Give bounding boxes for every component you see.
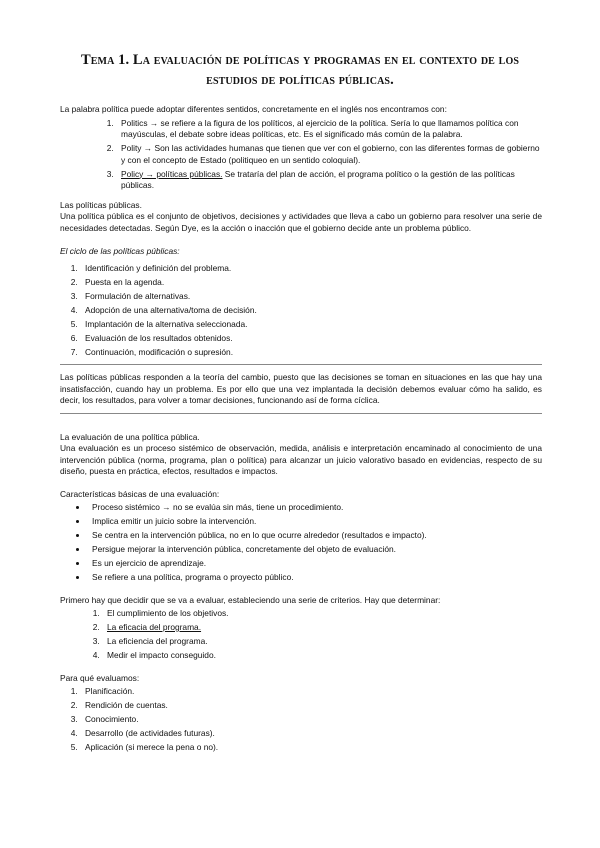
change-theory-paragraph: Las políticas públicas responden a la teoría del cambio, puesto que las decisiones se toman en situaciones en las que hay una insatisfacción, cuando hay un problema. Es por ello que una vez implantada la decisión debemos evaluar cómo ha salido, es decir, los resultados, para volver a tomar decisiones, funcionando así de forma cíclica.	[60, 372, 542, 405]
list-item: • Persigue mejorar la intervención pública, concretamente del objeto de evaluación.	[88, 544, 542, 556]
meaning-text: → Son las actividades humanas que tienen que ver con el gobierno, con las diferentes formas de gobierno y con el concepto de Estado (politiqueo en un sentido coloquial).	[121, 143, 540, 165]
list-item: 2. La eficacia del programa.	[102, 622, 542, 634]
list-item: 4. Adopción de una alternativa/toma de decisión.	[80, 305, 542, 317]
list-item: • Implica emitir un juicio sobre la intervención.	[88, 516, 542, 528]
list-item: • Se centra en la intervención pública, no en lo que ocurre alrededor (resultados e impacto).	[88, 530, 542, 542]
cycle-heading: El ciclo de las políticas públicas:	[60, 246, 180, 256]
characteristics-list	[60, 502, 542, 584]
public-policies-heading: Las políticas públicas.	[60, 199, 142, 210]
meaning-term: Polity	[121, 143, 142, 153]
meanings-list	[60, 118, 542, 192]
meaning-term: Politics	[121, 117, 148, 128]
purpose-heading: Para qué evaluamos:	[60, 672, 140, 683]
document-body	[60, 104, 542, 756]
list-item: 7. Continuación, modificación o supresión.	[80, 347, 542, 359]
purpose-list	[60, 686, 542, 754]
list-item: 2. Puesta en la agenda.	[80, 277, 542, 289]
evaluation-heading: La evaluación de una política pública.	[60, 431, 200, 442]
meaning-polity	[116, 143, 542, 166]
list-item: • Proceso sistémico → no se evalúa sin más, tiene un procedimiento.	[88, 502, 542, 514]
meaning-term: Policy → políticas públicas.	[121, 168, 223, 179]
divider	[60, 364, 542, 365]
meaning-text: → se refiere a la figura de los políticos, al ejercicio de la política. Sería lo que llamamos política con mayúsculas, el debate sobre ideas políticas, etc. Es el significado más común de la palabra.	[121, 117, 519, 139]
characteristics-heading: Características básicas de una evaluación:	[60, 488, 220, 499]
intro-paragraph: La palabra política puede adoptar diferentes sentidos, concretamente en el inglés nos encontramos con:	[60, 104, 447, 114]
list-item: • Se refiere a una política, programa o proyecto público.	[88, 572, 542, 584]
criteria-heading: Primero hay que decidir que se va a evaluar, estableciendo una serie de criterios. Hay que determinar:	[60, 594, 441, 605]
cycle-steps-list	[60, 263, 542, 359]
list-item: 1. Identificación y definición del problema.	[80, 263, 542, 275]
meaning-politics	[116, 118, 542, 141]
meaning-policy	[116, 169, 542, 192]
criteria-list	[60, 608, 542, 662]
document-title: Tema 1. La evaluación de políticas y programas en el contexto de los estudios de políticas públicas.	[81, 52, 519, 88]
list-item: 3. Formulación de alternativas.	[80, 291, 542, 303]
list-item: 2. Rendición de cuentas.	[80, 700, 542, 712]
list-item: 6. Evaluación de los resultados obtenidos.	[80, 333, 542, 345]
list-item: 5. Implantación de la alternativa seleccionada.	[80, 319, 542, 331]
list-item: 1. Planificación.	[80, 686, 542, 698]
evaluation-definition: Una evaluación es un proceso sistémico de observación, medida, análisis e interpretación encaminado al conocimiento de una intervención pública (norma, programa, plan o política) para alcanzar un juicio valorativo basado en evidencias, respecto de su diseño, puesta en práctica, efectos, resultados e impactos.	[60, 443, 542, 476]
list-item: • Es un ejercicio de aprendizaje.	[88, 558, 542, 570]
list-item: 3. La eficiencia del programa.	[102, 636, 542, 648]
public-policies-definition: Una política pública es el conjunto de objetivos, decisiones y actividades que lleva a cabo un gobierno para resolver una serie de necesidades detectadas. Según Dye, es la acción o inacción que el gobierno decide ante un problema público.	[60, 211, 542, 233]
list-item: 3. Conocimiento.	[80, 714, 542, 726]
meaning-text: Se trataría del plan de acción, el programa político o la gestión de las políticas públicas.	[121, 168, 515, 190]
list-item: 4. Desarrollo (de actividades futuras).	[80, 728, 542, 740]
list-item: 5. Aplicación (si merece la pena o no).	[80, 742, 542, 754]
divider	[60, 413, 542, 414]
list-item: 4. Medir el impacto conseguido.	[102, 650, 542, 662]
list-item: 1. El cumplimiento de los objetivos.	[102, 608, 542, 620]
